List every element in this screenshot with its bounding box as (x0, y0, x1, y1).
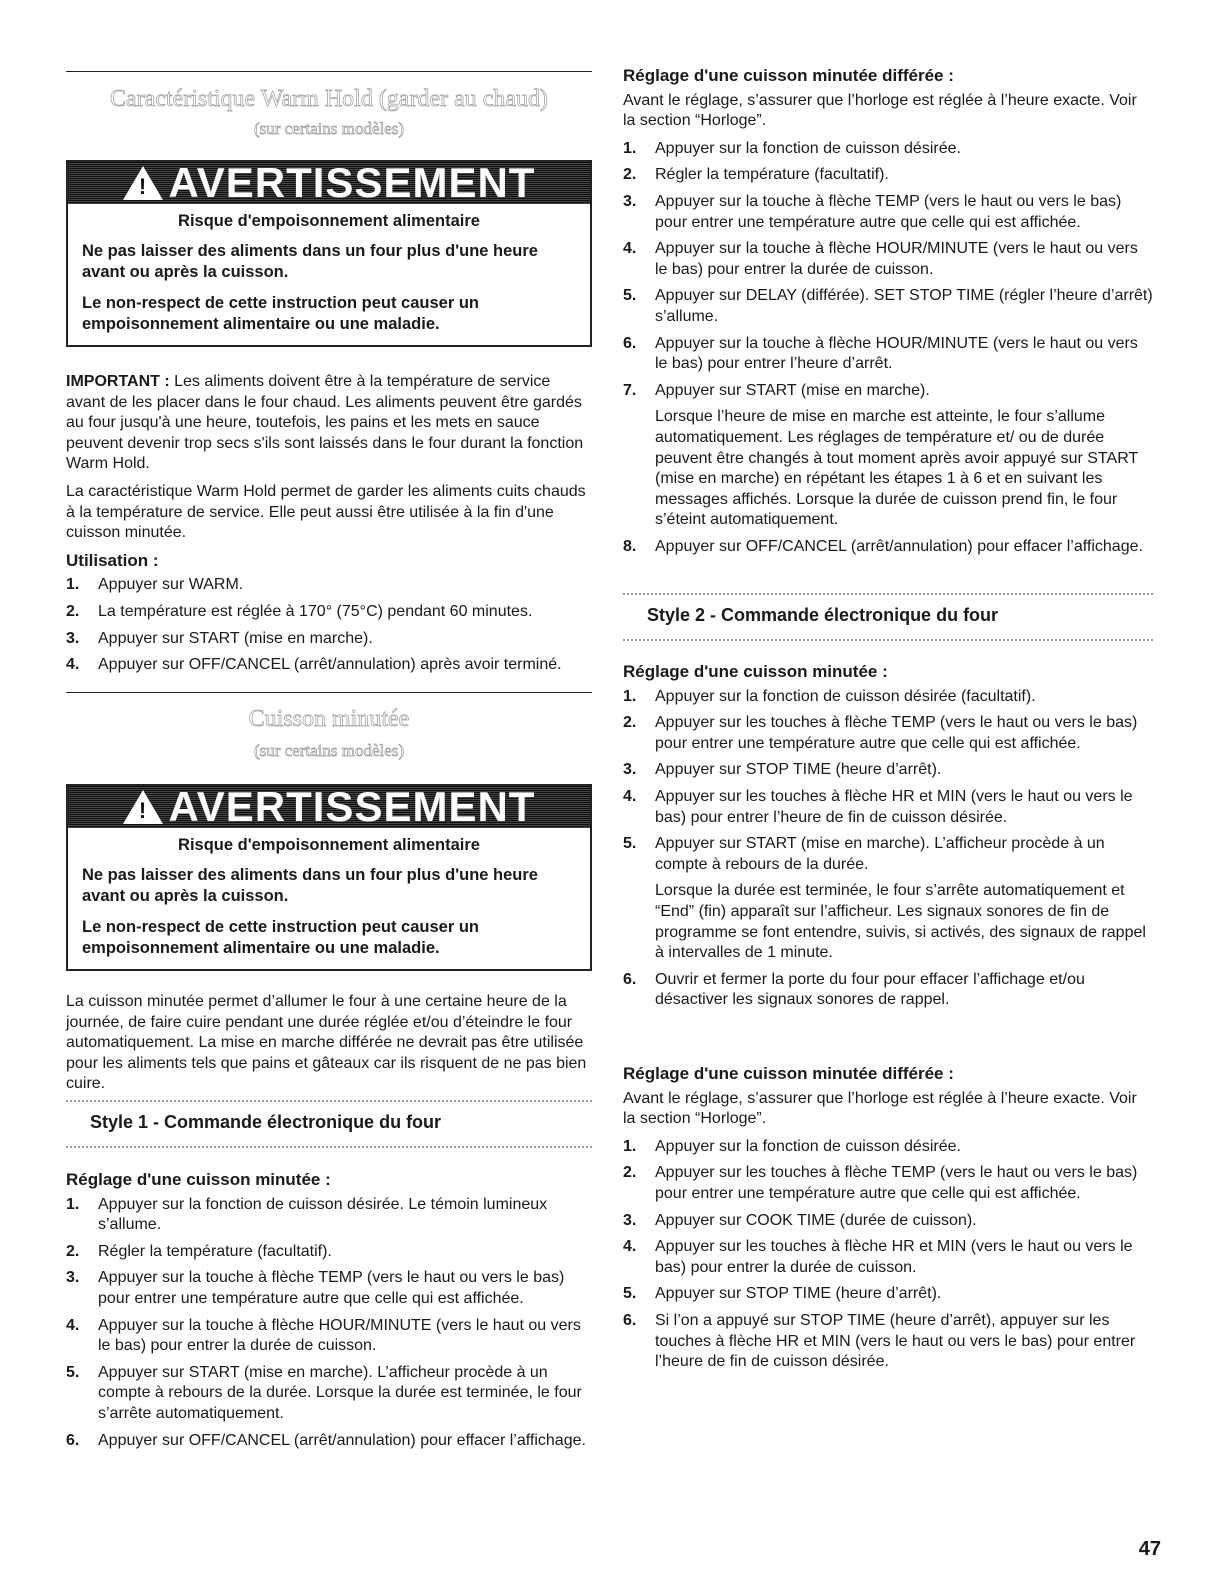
list-item: 3. Appuyer sur la touche à flèche TEMP (vers le haut ou vers le bas) pour entrer une température autre que celle qui est affichée. (623, 192, 1122, 231)
warning-banner (68, 159, 590, 206)
warning-box (66, 784, 592, 971)
style1-title: Style 1 - Commande électronique du four (90, 1112, 442, 1132)
style2-title: Style 2 - Commande électronique du four (647, 605, 999, 625)
important-text: Les aliments doivent être à la température de service avant de les placer dans le four chaud. Les aliments peuvent être gardés au four jusqu'à une heure, toutefois, les pains et les mets en sauce peuvent devenir trop secs s'ils sont laissés dans le four durant la fonction Warm Hold. (66, 373, 584, 473)
list-item: 7. Appuyer sur START (mise en marche). Lorsque l’heure de mise en marche est atteinte, le four s’allume automatiquement. Les réglages de température et/ ou de durée peuvent être changés à tout moment après avoir appuyé sur START (mise en marche) en répétant les étapes 1 à 6 et en suivant les messages affichés. Lorsque la durée de cuisson prend fin, le four s’éteint automatiquement. (623, 381, 1153, 531)
warning-box (66, 160, 592, 347)
warm-hold-title: Caractéristique Warm Hold (garder au chaud) (109, 86, 549, 112)
warning-line: Ne pas laisser des aliments dans un four plus d'une heure avant ou après la cuisson. (82, 866, 538, 905)
s2-reglage-heading: Réglage d'une cuisson minutée : (623, 662, 888, 681)
list-item: 4. Appuyer sur la touche à flèche HOUR/MINUTE (vers le haut ou vers le bas) pour entrer la durée de cuisson. (623, 240, 1138, 278)
section-rule (66, 71, 592, 72)
list-item: 8. Appuyer sur OFF/CANCEL (arrêt/annulation) pour effacer l’affichage. (623, 537, 1143, 555)
warning-triangle-icon: ! (123, 790, 163, 824)
s2-differee-heading: Réglage d'une cuisson minutée différée : (623, 1064, 954, 1083)
list-item: 5. Appuyer sur STOP TIME (heure d’arrêt). (623, 1285, 942, 1303)
list-item: 1. Appuyer sur la fonction de cuisson désirée. Le témoin lumineux s’allume. (66, 1195, 548, 1234)
list-item: 2. La température est réglée à 170° (75°C) pendant 60 minutes. (66, 602, 533, 620)
warning-triangle-icon: ! (123, 166, 163, 200)
list-item: 2. Appuyer sur les touches à flèche TEMP (vers le haut ou vers le bas) pour entrer une température autre que celle qui est affichée. (623, 1164, 1138, 1202)
style2-header (623, 593, 1153, 641)
warning-line: Ne pas laisser des aliments dans un four plus d'une heure avant ou après la cuisson. (82, 242, 538, 281)
reglage-list (66, 1195, 592, 1452)
cuisson-paragraph: La cuisson minutée permet d’allumer le four à une certaine heure de la journée, de faire cuire pendant une durée réglée et/ou d’éteindre le four automatiquement. La mise en marche différée ne devrait pas être utilisée pour les aliments tels que pains et gâteaux car ils risquent de ne pas bien cuire. (66, 993, 587, 1093)
list-item: 1. Appuyer sur la fonction de cuisson désirée. (623, 1137, 961, 1155)
important-label: IMPORTANT : (66, 373, 170, 390)
cuisson-title: Cuisson minutée (248, 706, 410, 732)
list-item: 4. Appuyer sur OFF/CANCEL (arrêt/annulation) après avoir terminé. (66, 656, 562, 674)
list-item: 6. Appuyer sur la touche à flèche HOUR/MINUTE (vers le haut ou vers le bas) pour entrer l’heure d’arrêt. (623, 334, 1138, 373)
section-rule (66, 692, 592, 693)
list-item: 4. Appuyer sur les touches à flèche HR et MIN (vers le haut ou vers le bas) pour entrer l’heure de fin de cuisson désirée. (623, 787, 1133, 826)
warning-heading: Risque d'empoisonnement alimentaire (178, 212, 480, 230)
cuisson-subtitle: (sur certains modèles) (253, 741, 405, 760)
style2-differee-section (623, 1064, 1153, 1379)
list-item: 5. Appuyer sur START (mise en marche). L’afficheur procède à un compte à rebours de la durée. Lorsque la durée est terminée, le four s’arrête automatiquement. (66, 1363, 582, 1422)
list-item: 6. Appuyer sur OFF/CANCEL (arrêt/annulation) pour effacer l’affichage. (66, 1431, 586, 1449)
differee-list (623, 139, 1153, 558)
list-item: 3. Appuyer sur COOK TIME (durée de cuisson). (623, 1211, 977, 1229)
warning-line: Le non-respect de cette instruction peut causer un empoisonnement alimentaire ou une maladie. (82, 918, 479, 957)
style2-reglage-section (623, 662, 1153, 1017)
list-item: 3. Appuyer sur la touche à flèche TEMP (vers le haut ou vers le bas) pour entrer une température autre que celle qui est affichée. (66, 1269, 565, 1307)
list-item: 1. Appuyer sur la fonction de cuisson désirée (facultatif). (623, 687, 1036, 705)
s2-differee-intro: Avant le réglage, s’assurer que l’horloge est réglée à l’heure exacte. Voir la section “Horloge”. (623, 1089, 1137, 1128)
s2-reglage-list (623, 687, 1153, 1011)
reglage-heading: Réglage d'une cuisson minutée : (66, 1170, 331, 1189)
cuisson-text (66, 992, 592, 1102)
list-item: 5. Appuyer sur DELAY (différée). SET STOP TIME (régler l’heure d’arrêt) s’allume. (623, 287, 1153, 325)
list-item: 6. Si l’on a appuyé sur STOP TIME (heure d’arrêt), appuyer sur les touches à flèche HR et MIN (vers le haut ou vers le bas) pour entrer l’heure de fin de cuisson désirée. (623, 1311, 1136, 1371)
utilisation-list (66, 575, 592, 675)
warm-hold-paragraph: La caractéristique Warm Hold permet de garder les aliments cuits chauds à la température de service. Elle peut aussi être utilisée à la fin d'une cuisson minutée. (66, 482, 586, 542)
style1-header (66, 1100, 592, 1148)
list-item: 4. Appuyer sur la touche à flèche HOUR/MINUTE (vers le haut ou vers le bas) pour entrer la durée de cuisson. (66, 1316, 581, 1355)
list-item: 2. Appuyer sur les touches à flèche TEMP (vers le haut ou vers le bas) pour entrer une température autre que celle qui est affichée. (623, 714, 1138, 752)
list-item: 2. Régler la température (facultatif). (66, 1242, 332, 1260)
warning-banner (68, 783, 590, 830)
list-item: 3. Appuyer sur STOP TIME (heure d’arrêt). (623, 761, 942, 779)
warning-line: Le non-respect de cette instruction peut causer un empoisonnement alimentaire ou une maladie. (82, 294, 479, 333)
list-item: 6. Ouvrir et fermer la porte du four pour effacer l’affichage et/ou désactiver les signaux sonores de rappel. (623, 970, 1085, 1009)
list-item: 1. Appuyer sur WARM. (66, 576, 244, 594)
warning-word: AVERTISSEMENT (168, 783, 536, 830)
list-item: 2. Régler la température (facultatif). (623, 166, 889, 184)
warm-hold-text (66, 372, 592, 682)
differee-intro: Avant le réglage, s’assurer que l’horloge est réglée à l’heure exacte. Voir la section “Horloge”. (623, 91, 1137, 130)
utilisation-heading: Utilisation : (66, 550, 159, 570)
list-item: 4. Appuyer sur les touches à flèche HR et MIN (vers le haut ou vers le bas) pour entrer la durée de cuisson. (623, 1238, 1133, 1276)
warm-hold-subtitle: (sur certains modèles) (253, 119, 405, 138)
differee-heading: Réglage d'une cuisson minutée différée : (623, 66, 954, 85)
page-number: 47 (1138, 1538, 1161, 1560)
differee-section (623, 66, 1153, 563)
step-note: Lorsque l’heure de mise en marche est atteinte, le four s’allume automatiquement. Les réglages de température et/ ou de durée peuvent être changés à tout moment après avoir appuyé sur START (mise en marche) en répétant les étapes 1 à 6 et en suivant les messages affichés. Lorsque la durée de cuisson prend fin, le four s’éteint automatiquement. (655, 408, 1138, 529)
style1-text (66, 1170, 592, 1457)
list-item: 5. Appuyer sur START (mise en marche). L’afficheur procède à un compte à rebours de la durée. Lorsque la durée est terminée, le four s’arrête automatiquement et “End” (fin) apparaît sur l’afficheur. Les signaux sonores de fin de programme se font entendre, suivis, si activés, des signaux de rappel à intervalles de 1 minute. (623, 834, 1153, 964)
warning-word: AVERTISSEMENT (168, 159, 536, 206)
list-item: 1. Appuyer sur la fonction de cuisson désirée. (623, 139, 961, 157)
warning-heading: Risque d'empoisonnement alimentaire (178, 836, 480, 854)
important-paragraph (66, 372, 592, 475)
list-item: 3. Appuyer sur START (mise en marche). (66, 629, 373, 647)
s2-differee-list (623, 1137, 1153, 1373)
step-note: Lorsque la durée est terminée, le four s’arrête automatiquement et “End” (fin) apparaît sur l’afficheur. Les signaux sonores de fin de programme se font entendre, suivis, si activés, des signaux de rappel à intervalles de 1 minute. (655, 882, 1146, 962)
